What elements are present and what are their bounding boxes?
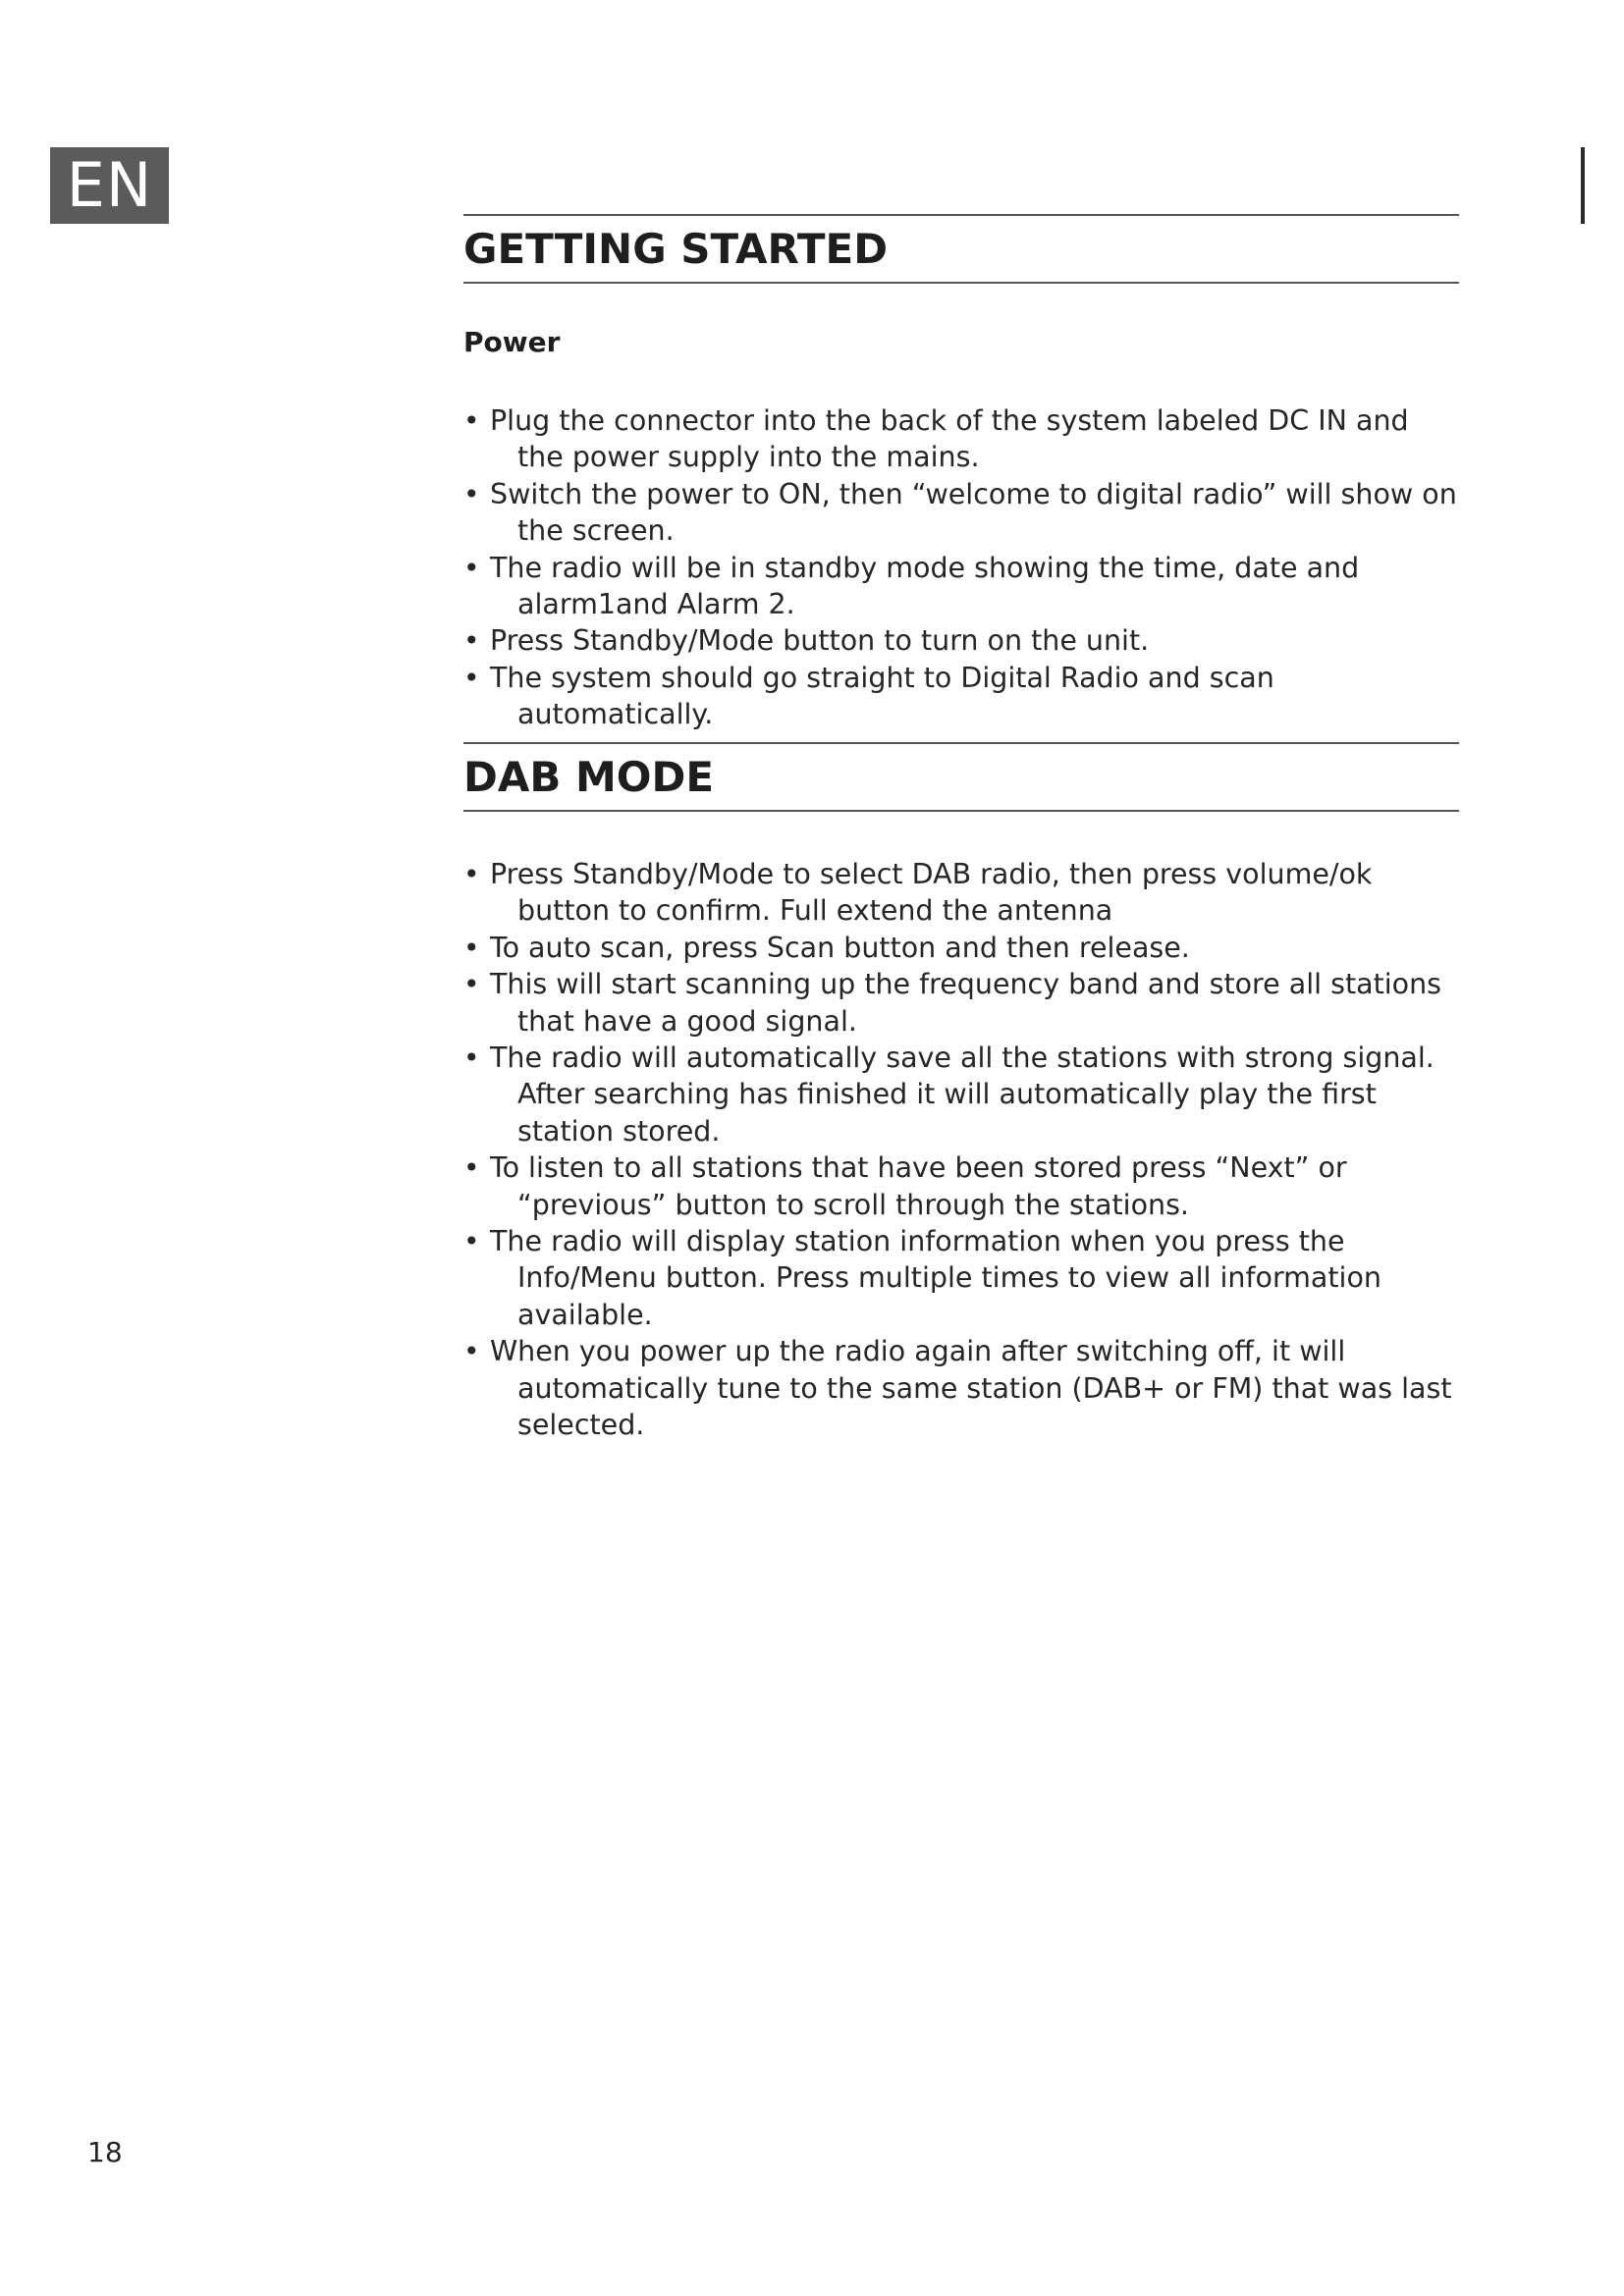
power-bullet-list [463, 402, 1459, 733]
section-title: DAB MODE [463, 753, 715, 801]
list-item: • When you power up the radio again after switching off, it will automatically tune to the same station (DAB+ or FM) that was last selected. [463, 1333, 1459, 1443]
dab-bullet-list [463, 856, 1459, 1444]
list-item: • The radio will display station information when you press the Info/Menu button. Press multiple times to view all information available. [463, 1223, 1459, 1333]
language-tab: EN [50, 147, 169, 224]
list-item: • Plug the connector into the back of the system labeled DC IN and the power supply into the mains. [463, 402, 1459, 476]
section-header [463, 742, 1459, 812]
section-getting-started [463, 214, 1459, 284]
list-item: • Press Standby/Mode button to turn on the unit. [463, 622, 1459, 659]
list-item: • The radio will be in standby mode showing the time, date and alarm1and Alarm 2. [463, 550, 1459, 623]
page-number: 18 [87, 2136, 123, 2168]
section-header [463, 214, 1459, 284]
list-item: • This will start scanning up the frequency band and store all stations that have a good signal. [463, 966, 1459, 1040]
power-subsection [463, 326, 1459, 358]
page-edge-mark [1581, 147, 1585, 224]
subheading-power: Power [463, 326, 561, 358]
list-item: • To listen to all stations that have been stored press “Next” or “previous” button to scroll through the stations. [463, 1149, 1459, 1223]
list-item: • The system should go straight to Digital Radio and scan automatically. [463, 660, 1459, 733]
list-item: • Press Standby/Mode to select DAB radio, then press volume/ok button to confirm. Full extend the antenna [463, 856, 1459, 930]
list-item: • The radio will automatically save all the stations with strong signal. After searching has finished it will automatically play the first station stored. [463, 1040, 1459, 1149]
list-item: • To auto scan, press Scan button and then release. [463, 930, 1459, 966]
section-dab-mode [463, 742, 1459, 812]
section-title: GETTING STARTED [463, 225, 889, 273]
list-item: • Switch the power to ON, then “welcome to digital radio” will show on the screen. [463, 476, 1459, 550]
